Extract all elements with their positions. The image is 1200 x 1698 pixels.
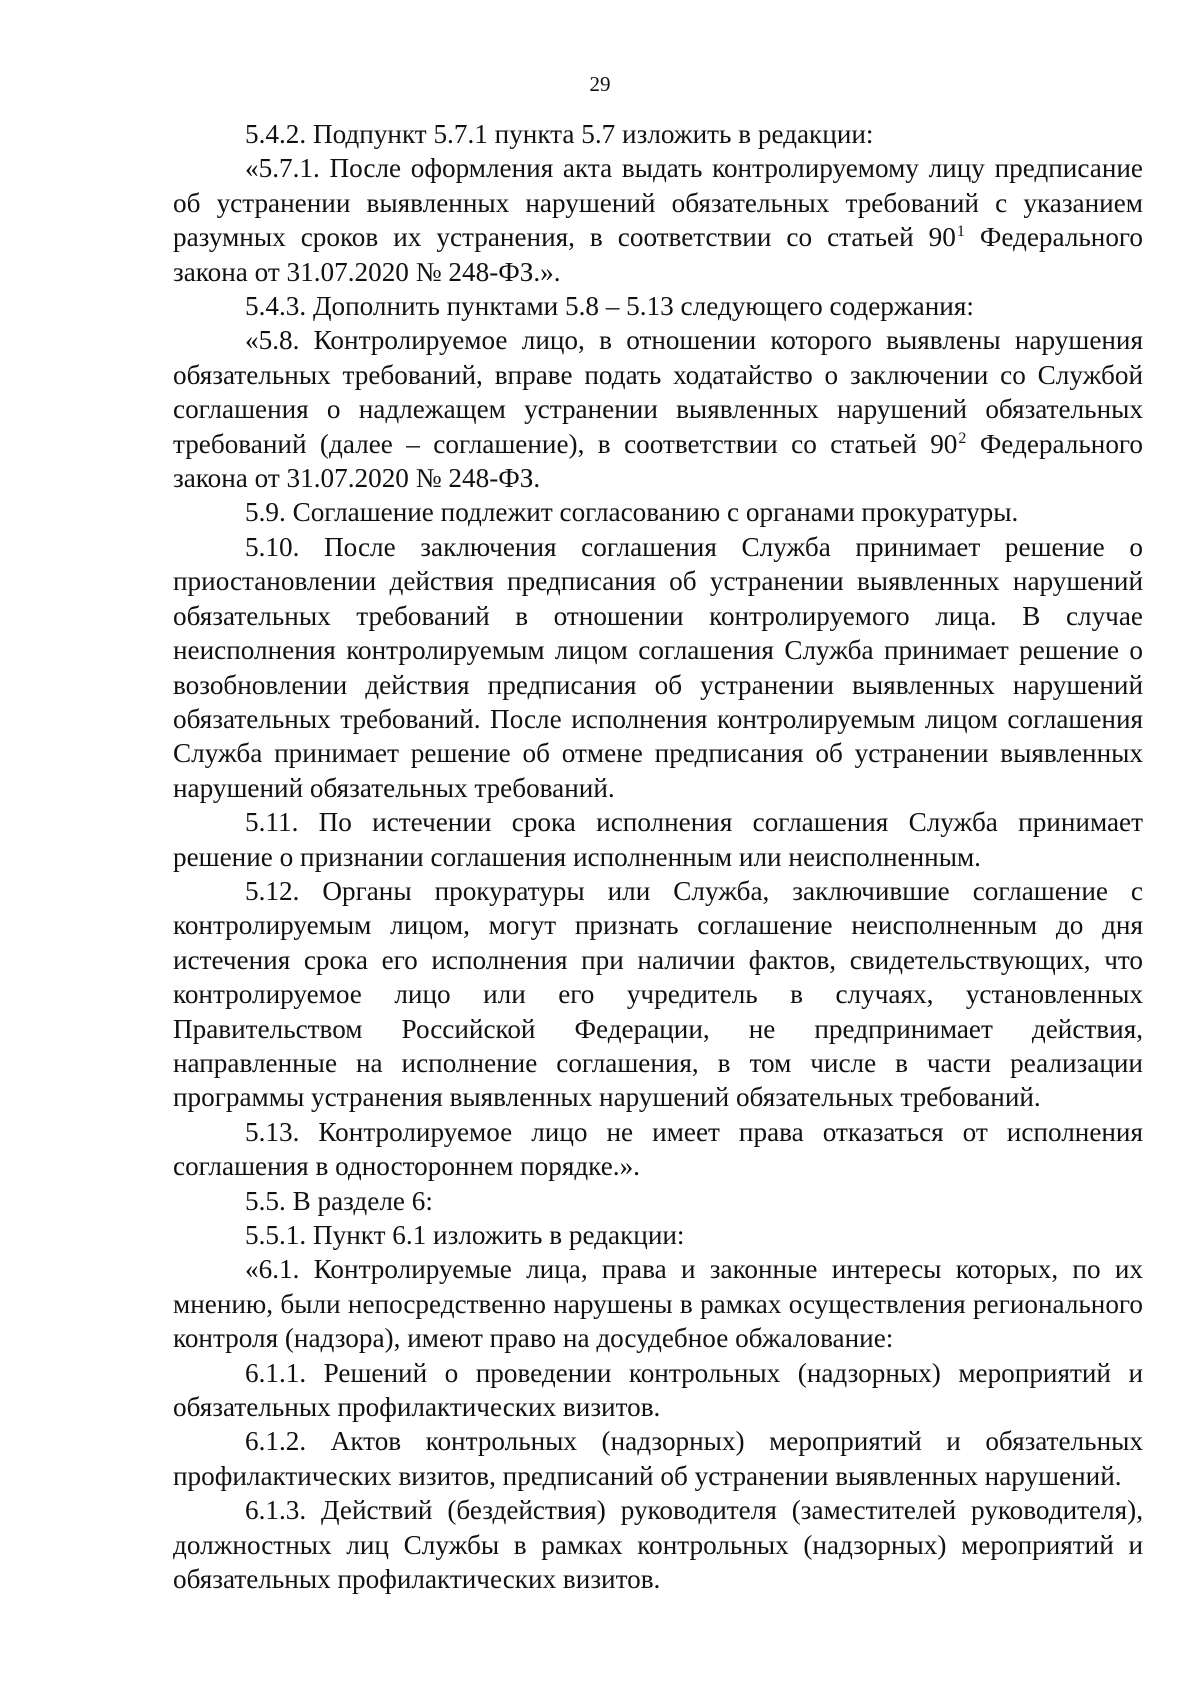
paragraph-5-4-3: 5.4.3. Дополнить пунктами 5.8 – 5.13 следующего содержания: [245, 291, 974, 322]
paragraph-5-8-text: «5.8. Контролируемое лицо, в отношении которого выявлены нарушения обязательных требований, вправе подать ходатайство о заключении со Службой соглашения о надлежащем устранении выявленных нарушений обязательных требований (далее – соглашение), в соответствии со статьей 90 [173, 325, 1143, 459]
paragraph-6-1: «6.1. Контролируемые лица, права и законные интересы которых, по их мнению, были непосредственно нарушены в рамках осуществления регионального контроля (надзора), имеют право на досудебное обжалование: [173, 1254, 1143, 1354]
paragraph-6-1-1: 6.1.1. Решений о проведении контрольных (надзорных) мероприятий и обязательных профилактических визитов. [173, 1357, 1143, 1423]
page-number: 29 [589, 72, 611, 96]
paragraph-5-9: 5.9. Соглашение подлежит согласованию с органами прокуратуры. [245, 497, 1019, 528]
paragraph-6-1-3: 6.1.3. Действий (бездействия) руководителя (заместителей руководителя), должностных лиц Службы в рамках контрольных (надзорных) мероприятий и обязательных профилактических визитов. [173, 1495, 1143, 1595]
document-body [173, 117, 1143, 1596]
paragraph-6-1-2: 6.1.2. Актов контрольных (надзорных) мероприятий и обязательных профилактических визитов, предписаний об устранении выявленных нарушений. [173, 1426, 1143, 1491]
paragraph-5-5: 5.5. В разделе 6: [245, 1185, 433, 1216]
paragraph-5-7-1 [173, 151, 1143, 289]
paragraph-5-13: 5.13. Контролируемое лицо не имеет права отказаться от исполнения соглашения в одностороннем порядке.». [173, 1116, 1143, 1182]
paragraph-5-10: 5.10. После заключения соглашения Служба принимает решение о приостановлении действия предписания об устранении выявленных нарушений обязательных требований в отношении контролируемого лица. В случае неисполнения контролируемым лицом соглашения Служба принимает решение о возобновлении действия предписания об устранении выявленных нарушений обязательных требований. После исполнения контролируемым лицом соглашения Служба принимает решение об отмене предписания об устранении выявленных нарушений обязательных требований. [173, 531, 1143, 803]
paragraph-5-7-1-tail: Федерального закона от 31.07.2020 № 248-ФЗ.». [173, 222, 1144, 287]
paragraph-5-12: 5.12. Органы прокуратуры или Служба, заключившие соглашение с контролируемым лицом, могут признать соглашение неисполненным до дня истечения срока его исполнения при наличии фактов, свидетельствующих, что контролируемое лицо или его учредитель в случаях, установленных Правительством Российской Федерации, не предпринимает действия, направленные на исполнение соглашения, в том числе в части реализации программы устранения выявленных нарушений обязательных требований. [173, 875, 1143, 1113]
paragraph-5-5-1: 5.5.1. Пункт 6.1 изложить в редакции: [245, 1220, 685, 1250]
footnote-superscript: 2 [958, 429, 967, 447]
paragraph-5-7-1-text: «5.7.1. После оформления акта выдать контролируемому лицу предписание об устранении выявленных нарушений обязательных требований с указанием разумных сроков их устранения, в соответствии со статьей 90 [173, 153, 1143, 253]
paragraph-5-8-tail: Федерального закона от 31.07.2020 № 248-ФЗ. [173, 428, 1143, 494]
paragraph-5-4-2: 5.4.2. Подпункт 5.7.1 пункта 5.7 изложить в редакции: [245, 119, 874, 149]
footnote-superscript: 1 [956, 223, 965, 241]
paragraph-5-11: 5.11. По истечении срока исполнения соглашения Служба принимает решение о признании соглашения исполненным или неисполненным. [173, 807, 1143, 872]
paragraph-5-8 [173, 323, 1143, 495]
